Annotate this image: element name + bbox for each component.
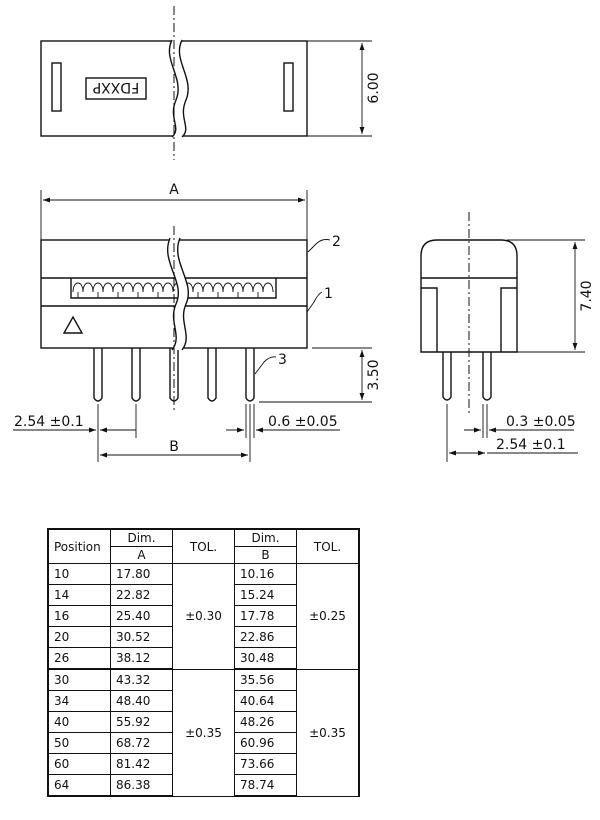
idc-contacts — [73, 283, 273, 292]
dim-row-pitch: 2.54 ±0.1 — [496, 437, 566, 453]
polarity-triangle-icon — [64, 317, 82, 333]
top-view — [41, 6, 382, 160]
position-cell: 50 — [48, 733, 111, 754]
front-view — [13, 182, 382, 462]
callout-3: 3 — [278, 352, 287, 368]
position-cell: 20 — [48, 627, 111, 648]
top-view-left-slot — [52, 63, 61, 111]
dim-b-cell: 78.74 — [235, 775, 297, 797]
dim-b-cell: 22.86 — [235, 627, 297, 648]
position-cell: 26 — [48, 648, 111, 670]
position-cell: 14 — [48, 585, 111, 606]
dim-a-cell: 81.42 — [111, 754, 173, 775]
table-row — [48, 669, 359, 691]
header-position: Position — [48, 529, 111, 564]
dim-pitch-span-b: B — [169, 439, 179, 455]
dim-top-height: 6.00 — [366, 72, 382, 104]
dimension-table — [47, 528, 360, 797]
dim-pin-width: 0.6 ±0.05 — [268, 414, 338, 430]
tol-a-cell: ±0.30 — [173, 564, 235, 670]
side-pin — [443, 352, 451, 400]
dim-b-cell: 48.26 — [235, 712, 297, 733]
top-view-right-slot — [284, 63, 293, 111]
dim-a-cell: 55.92 — [111, 712, 173, 733]
dim-b-cell: 30.48 — [235, 648, 297, 670]
tol-b-cell: ±0.25 — [297, 564, 360, 670]
dim-a-cell: 68.72 — [111, 733, 173, 754]
dim-b-cell: 15.24 — [235, 585, 297, 606]
position-cell: 64 — [48, 775, 111, 797]
dim-a-cell: 25.40 — [111, 606, 173, 627]
side-view — [421, 212, 595, 462]
position-cell: 60 — [48, 754, 111, 775]
dim-a-cell: 38.12 — [111, 648, 173, 670]
position-cell: 40 — [48, 712, 111, 733]
dim-a-cell: 30.52 — [111, 627, 173, 648]
header-dim-b: Dim. — [235, 529, 297, 547]
dim-b-cell: 73.66 — [235, 754, 297, 775]
leader-line — [255, 357, 276, 374]
dim-a-cell: 43.32 — [111, 669, 173, 691]
side-pin — [483, 352, 491, 400]
position-cell: 10 — [48, 564, 111, 585]
position-cell: 30 — [48, 669, 111, 691]
dim-a-cell: 22.82 — [111, 585, 173, 606]
tol-a-cell: ±0.35 — [173, 669, 235, 796]
dim-a-cell: 86.38 — [111, 775, 173, 797]
dim-pin-length: 3.50 — [366, 359, 382, 391]
dim-length-a: A — [169, 182, 179, 198]
dim-b-cell: 60.96 — [235, 733, 297, 754]
header-a-letter: A — [111, 547, 173, 564]
callout-2: 2 — [332, 234, 341, 250]
header-tol-a: TOL. — [173, 529, 235, 564]
table-row — [48, 564, 359, 585]
header-dim-a: Dim. — [111, 529, 173, 547]
position-cell: 16 — [48, 606, 111, 627]
dim-pitch: 2.54 ±0.1 — [14, 414, 84, 430]
dim-b-cell: 40.64 — [235, 691, 297, 712]
position-cell: 34 — [48, 691, 111, 712]
leader-line — [308, 240, 330, 253]
header-tol-b: TOL. — [297, 529, 360, 564]
dim-b-cell: 10.16 — [235, 564, 297, 585]
dim-b-cell: 35.56 — [235, 669, 297, 691]
leader-line — [307, 292, 322, 312]
callout-1: 1 — [324, 286, 333, 302]
tol-b-cell: ±0.35 — [297, 669, 360, 796]
header-b-letter: B — [235, 547, 297, 564]
dim-b-cell: 17.78 — [235, 606, 297, 627]
dim-side-pin-width: 0.3 ±0.05 — [506, 414, 576, 430]
dim-side-height: 7.40 — [579, 280, 595, 312]
marking-text: FDXXP — [92, 79, 140, 95]
dim-a-cell: 17.80 — [111, 564, 173, 585]
dim-a-cell: 48.40 — [111, 691, 173, 712]
